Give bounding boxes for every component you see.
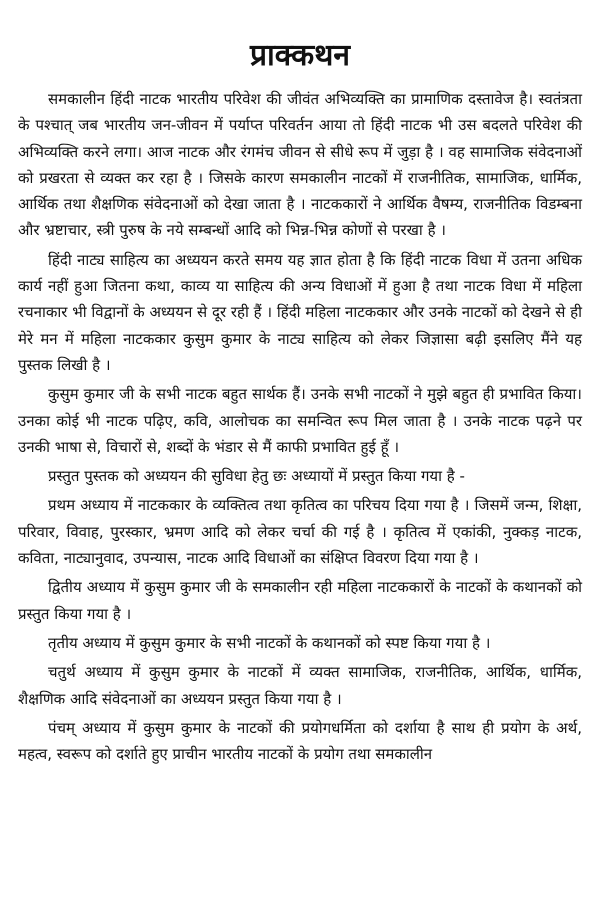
- paragraph-book-structure: प्रस्तुत पुस्तक को अध्ययन की सुविधा हेतु छः अध्यायों में प्रस्तुत किया गया है -: [48, 467, 465, 486]
- paragraph-study: हिंदी नाट्य साहित्य का अध्ययन करते समय यह ज्ञात होता है कि हिंदी नाटक विधा में उतना अधिक कार्य नहीं हुआ जितना कथा, काव्य या साहित्य की अन्य विधाओं में हुआ है तथा नाटक विधा में महिला रचनाकार भी विद्वानों के अध्ययन से दूर रही हैं । हिंदी महिला नाटककार और उनके नाटकों को देखने से ही मेरे मन में महिला नाटककार कुसुम कुमार के नाट्य साहित्य को लेकर जिज्ञासा बढ़ी इसलिए मैंने यह पुस्तक लिखी है ।: [18, 250, 582, 374]
- paragraph-chapter-4: चतुर्थ अध्याय में कुसुम कुमार के नाटकों में व्यक्त सामाजिक, राजनीतिक, आर्थिक, धार्मिक, शैक्षणिक आदि संवेदनाओं का अध्ययन प्रस्तुत किया गया है ।: [18, 663, 582, 708]
- page-title: प्राक्कथन: [249, 38, 351, 73]
- paragraph-chapter-3: तृतीय अध्याय में कुसुम कुमार के सभी नाटकों के कथानकों को स्पष्ट किया गया है ।: [48, 633, 491, 652]
- paragraph-chapter-2: द्वितीय अध्याय में कुसुम कुमार जी के समकालीन रही महिला नाटककारों के नाटकों के कथानकों को प्रस्तुत किया गया है ।: [18, 578, 582, 623]
- paragraph-kusum-kumar: कुसुम कुमार जी के सभी नाटक बहुत सार्थक हैं। उनके सभी नाटकों ने मुझे बहुत ही प्रभावित किया। उनका कोई भी नाटक पढ़िए, कवि, आलोचक का समन्वित रूप मिल जाता है । उनके नाटक पढ़ने पर उनकी भाषा से, विचारों से, शब्दों के भंडार से मैं काफी प्रभावित हुई हूँ ।: [18, 385, 582, 456]
- paragraph-intro: समकालीन हिंदी नाटक भारतीय परिवेश की जीवंत अभिव्यक्ति का प्रामाणिक दस्तावेज है। स्वतंत्रता के पश्चात् जब भारतीय जन-जीवन में पर्याप्त परिवर्तन आया तो हिंदी नाटक भी उस बदलते परिवेश की अभिव्यक्ति करने लगा। आज नाटक और रंगमंच जीवन से सीधे रूप में जुड़ा है । वह सामाजिक संवेदनाओं को प्रखरता से व्यक्त कर रहा है । जिसके कारण समकालीन नाटकों में राजनीतिक, सामाजिक, धार्मिक, आर्थिक तथा शैक्षणिक संवेदनाओं को देखा जाता है । नाटककारों ने आर्थिक वैषम्य, राजनीतिक विडम्बना और भ्रष्टाचार, स्त्री पुरुष के नये सम्बन्धों आदि को भिन्न-भिन्न कोणों से परखा है ।: [18, 90, 582, 240]
- paragraph-chapter-5: पंचम् अध्याय में कुसुम कुमार के नाटकों की प्रयोगधर्मिता को दर्शाया है साथ ही प्रयोग के अर्थ, महत्व, स्वरूप को दर्शाते हुए प्राचीन भारतीय नाटकों के प्रयोग तथा समकालीन: [18, 718, 582, 764]
- paragraph-chapter-1: प्रथम अध्याय में नाटककार के व्यक्तित्व तथा कृतित्व का परिचय दिया गया है । जिसमें जन्म, शिक्षा, परिवार, विवाह, पुरस्कार, भ्रमण आदि को लेकर चर्चा की गई है । कृतित्व में एकांकी, नुक्कड़ नाटक, कविता, नाट्यानुवाद, उपन्यास, नाटक आदि विधाओं का संक्षिप्त विवरण दिया गया है ।: [18, 496, 582, 568]
- document-page: [0, 36, 600, 897]
